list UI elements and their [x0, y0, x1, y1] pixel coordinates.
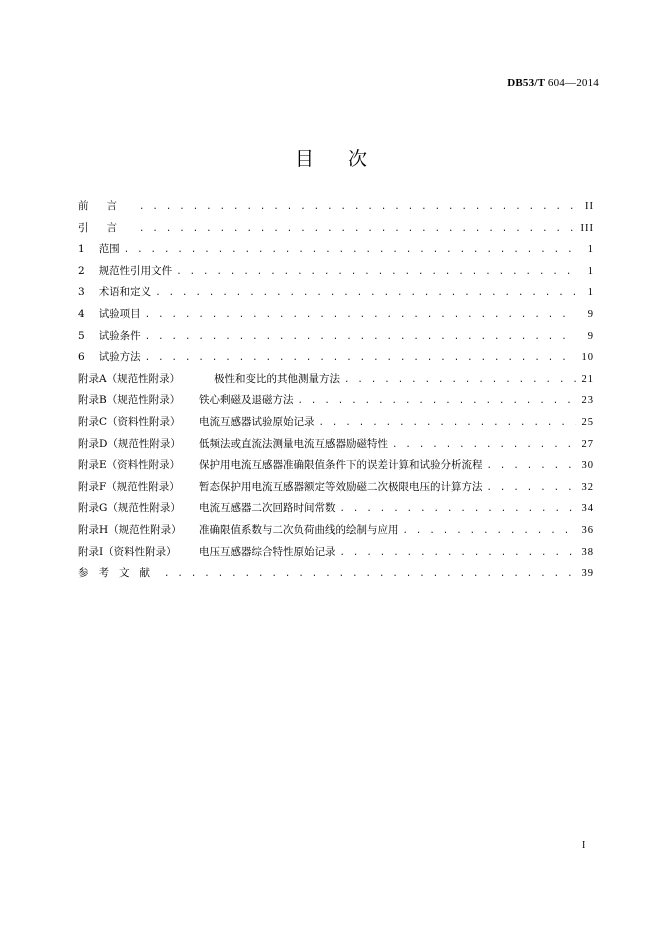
toc-entry[interactable] [78, 306, 594, 328]
toc-entry-title: 暂态保护用电流互感器额定等效励磁二次极限电压的计算方法 [199, 480, 483, 493]
dot-leader [340, 548, 577, 558]
toc-entry[interactable] [78, 522, 594, 544]
toc-entry-number: 1 [78, 243, 85, 256]
toc-entry-page: 38 [581, 546, 594, 558]
dot-leader [392, 440, 576, 450]
toc-annex-id: 附录A（规范性附录） [78, 372, 181, 385]
toc-entry-page: 36 [581, 524, 594, 536]
toc-entry-number: 2 [78, 264, 85, 277]
toc-entry-page: 23 [581, 395, 594, 407]
dot-leader [145, 353, 576, 363]
toc-entry[interactable] [78, 544, 594, 566]
toc-entry-page: 39 [581, 568, 594, 580]
toc-entry-title: 保护用电流互感器准确限值条件下的误差计算和试验分析流程 [199, 459, 483, 472]
toc-entry-label [78, 241, 120, 256]
toc-entry-title: 范围 [98, 243, 120, 256]
toc-entry-label [78, 500, 336, 515]
toc-entry[interactable] [78, 457, 594, 479]
toc-entry-page: III [580, 222, 594, 234]
toc-entry-page: 1 [587, 265, 594, 277]
table-of-contents [78, 198, 594, 587]
dot-leader [124, 245, 576, 255]
toc-entry-title: 试验条件 [98, 329, 141, 342]
toc-entry-title: 术语和定义 [98, 286, 152, 299]
dot-leader [487, 483, 577, 493]
toc-entry-page: II [585, 201, 594, 212]
page-title: 目 次 [294, 148, 382, 170]
page-number: I [582, 840, 586, 851]
toc-entry-title: 电流互感器二次回路时间常数 [199, 502, 336, 515]
toc-entry-label [78, 479, 483, 494]
toc-entry-label [78, 436, 388, 451]
toc-entry-page: 1 [587, 244, 594, 256]
toc-entry-title: 极性和变比的其他测量方法 [214, 372, 340, 385]
toc-entry-number: 5 [78, 329, 85, 342]
document-code [507, 77, 599, 89]
toc-entry[interactable] [78, 220, 594, 242]
toc-entry-title: 准确限值系数与二次负荷曲线的绘制与应用 [199, 523, 399, 536]
toc-entry-page: 30 [581, 460, 594, 472]
dot-leader [319, 418, 577, 428]
toc-entry-title: 低频法或直流法测量电流互感器励磁特性 [199, 437, 388, 450]
toc-annex-id: 附录H（规范性附录） [78, 523, 182, 536]
toc-entry[interactable] [78, 284, 594, 306]
toc-entry-label [78, 328, 141, 343]
toc-entry-title: 试验方法 [98, 351, 141, 364]
toc-entry-label [78, 457, 483, 472]
dot-leader [298, 396, 577, 406]
toc-entry-number: 4 [78, 307, 85, 320]
dot-leader [176, 267, 576, 277]
toc-entry-label: 前言 [78, 200, 135, 212]
toc-annex-id: 附录C（资料性附录） [78, 415, 181, 428]
toc-annex-id: 附录E（资料性附录） [78, 459, 181, 472]
toc-entry-label [78, 414, 315, 429]
toc-entry-label [78, 371, 340, 386]
toc-entry[interactable] [78, 371, 594, 393]
toc-entry-label [78, 284, 151, 299]
standard-number: 604—2014 [547, 77, 599, 89]
dot-leader [340, 504, 577, 514]
toc-annex-id: 附录G（规范性附录） [78, 502, 181, 515]
toc-annex-id: 附录B（规范性附录） [78, 394, 181, 407]
toc-entry[interactable] [78, 263, 594, 285]
toc-entry-page: 9 [587, 308, 594, 320]
toc-entry-label: 参考文献 [78, 567, 160, 580]
toc-entry-title: 电压互感器综合特性原始记录 [199, 545, 336, 558]
dot-leader [139, 224, 576, 234]
dot-leader [145, 310, 576, 320]
toc-entry-number: 3 [78, 286, 85, 299]
toc-entry-page: 25 [581, 416, 594, 428]
toc-entry-page: 32 [581, 481, 594, 493]
toc-entry[interactable] [78, 414, 594, 436]
standard-prefix: DB53/T [507, 77, 545, 89]
toc-entry-title: 规范性引用文件 [98, 264, 173, 277]
toc-entry[interactable] [78, 565, 594, 587]
toc-annex-id: 附录D（规范性附录） [78, 437, 181, 450]
toc-entry-page: 9 [587, 330, 594, 342]
toc-entry-number: 6 [78, 351, 85, 364]
dot-leader [344, 375, 576, 385]
toc-entry-page: 10 [581, 352, 594, 364]
toc-entry-label [78, 349, 141, 364]
dot-leader [155, 288, 576, 298]
toc-entry[interactable] [78, 198, 594, 220]
toc-annex-id: 附录F（规范性附录） [78, 480, 180, 493]
toc-entry-page: 1 [587, 287, 594, 299]
dot-leader [145, 332, 576, 342]
toc-entry-title: 电流互感器试验原始记录 [199, 415, 315, 428]
toc-entry-title: 试验项目 [98, 307, 141, 320]
dot-leader [164, 569, 576, 579]
dot-leader [403, 526, 577, 536]
toc-annex-id: 附录I（资料性附录） [78, 545, 177, 558]
toc-entry[interactable] [78, 241, 594, 263]
toc-entry[interactable] [78, 328, 594, 350]
toc-entry[interactable] [78, 349, 594, 371]
toc-entry-page: 27 [581, 438, 594, 450]
toc-entry-title: 铁心剩磁及退磁方法 [199, 394, 294, 407]
toc-entry-page: 34 [581, 503, 594, 515]
toc-entry-label [78, 392, 294, 407]
toc-entry[interactable] [78, 392, 594, 414]
toc-entry[interactable] [78, 436, 594, 458]
toc-entry-label: 引言 [78, 221, 135, 234]
toc-entry-page: 21 [581, 373, 594, 385]
toc-entry-label [78, 522, 399, 537]
toc-entry-label [78, 306, 141, 321]
dot-leader [139, 202, 576, 212]
dot-leader [487, 461, 577, 471]
toc-entry-label [78, 263, 172, 278]
toc-entry-label [78, 544, 336, 559]
toc-entry[interactable] [78, 500, 594, 522]
toc-entry[interactable] [78, 479, 594, 501]
